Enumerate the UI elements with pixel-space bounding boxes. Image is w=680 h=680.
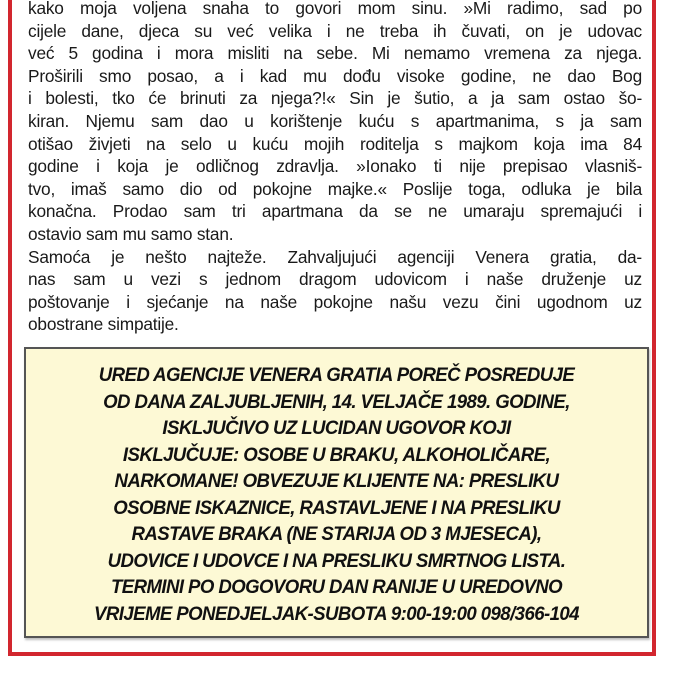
article-body xyxy=(28,0,642,336)
notice-line: ISKLJUČIVO UZ LUCIDAN UGOVOR KOJI xyxy=(162,417,511,439)
text-line: i bolesti, tko će brinuti za njega?!« Sin je šutio, a ja sam ostao šo- xyxy=(28,88,642,109)
notice-line: OD DANA ZALJUBLJENIH, 14. VELJAČE 1989. GODINE, xyxy=(103,390,570,413)
text-line: obostrane simpatije. xyxy=(28,314,179,335)
text-line: godine i koja je odličnog zdravlja. »Ionako ti nije prepisao vlasniš- xyxy=(28,156,642,177)
text-line: Proširili smo posao, a i kad mu dođu visoke godine, ne dao Bog xyxy=(28,65,642,86)
notice-line: OSOBNE ISKAZNICE, RASTAVLJENE I NA PRESLIKU xyxy=(113,496,560,519)
notice-line: RASTAVE BRAKA (NE STARIJA OD 3 MJESECA), xyxy=(131,523,542,545)
text-line: poštovanje i sjećanje na naše pokojne našu vezu čini ugodnom uz xyxy=(28,291,642,312)
paragraph-2 xyxy=(28,246,642,336)
paragraph-1 xyxy=(28,0,642,246)
notice-line-contact: VRIJEME PONEDJELJAK-SUBOTA 9:00-19:00 098/366-104 xyxy=(94,602,579,625)
text-line: kiran. Njemu sam dao u korištenje kuću s apartmanima, s ja sam xyxy=(28,110,642,131)
text-line: Samoća je nešto najteže. Zahvaljujući agenciji Venera gratia, da- xyxy=(28,246,642,267)
text-line: cijele dane, djeca su već velika i ne treba ih čuvati, on je udovac xyxy=(28,20,642,41)
text-line: tvo, imaš samo dio od pokojne majke.« Poslije toga, odluka je bila xyxy=(28,178,642,199)
notice-line: TERMINI PO DOGOVORU DAN RANIJE U UREDOVNO xyxy=(110,576,563,598)
text-line: kako moja voljena snaha to govori mom sinu. »Mi radimo, sad po xyxy=(28,0,642,18)
notice-line: UDOVICE I UDOVCE I NA PRESLIKU SMRTNOG LISTA. xyxy=(107,549,566,572)
agency-notice-box xyxy=(24,347,649,638)
notice-line: URED AGENCIJE VENERA GRATIA POREČ POSREDUJE xyxy=(98,364,575,386)
notice-line: ISKLJUČUJE: OSOBE U BRAKU, ALKOHOLIČARE, xyxy=(122,443,551,466)
text-line: već 5 godina i mora misliti na sebe. Mi nemamo vremena za njega. xyxy=(28,43,642,64)
text-line: otišao živjeti na selo u kuću mojih roditelja s majkom koja ima 84 xyxy=(28,133,642,154)
notice-line: NARKOMANE! OBVEZUJE KLIJENTE NA: PRESLIKU xyxy=(114,470,559,492)
text-line: nas sam u vezi s jednom dragom udovicom i naše druženje uz xyxy=(28,269,642,290)
text-line: konačna. Prodao sam tri apartmana da se ne umaraju spremajući i xyxy=(28,201,642,222)
text-line: ostavio sam mu samo stan. xyxy=(28,223,234,244)
